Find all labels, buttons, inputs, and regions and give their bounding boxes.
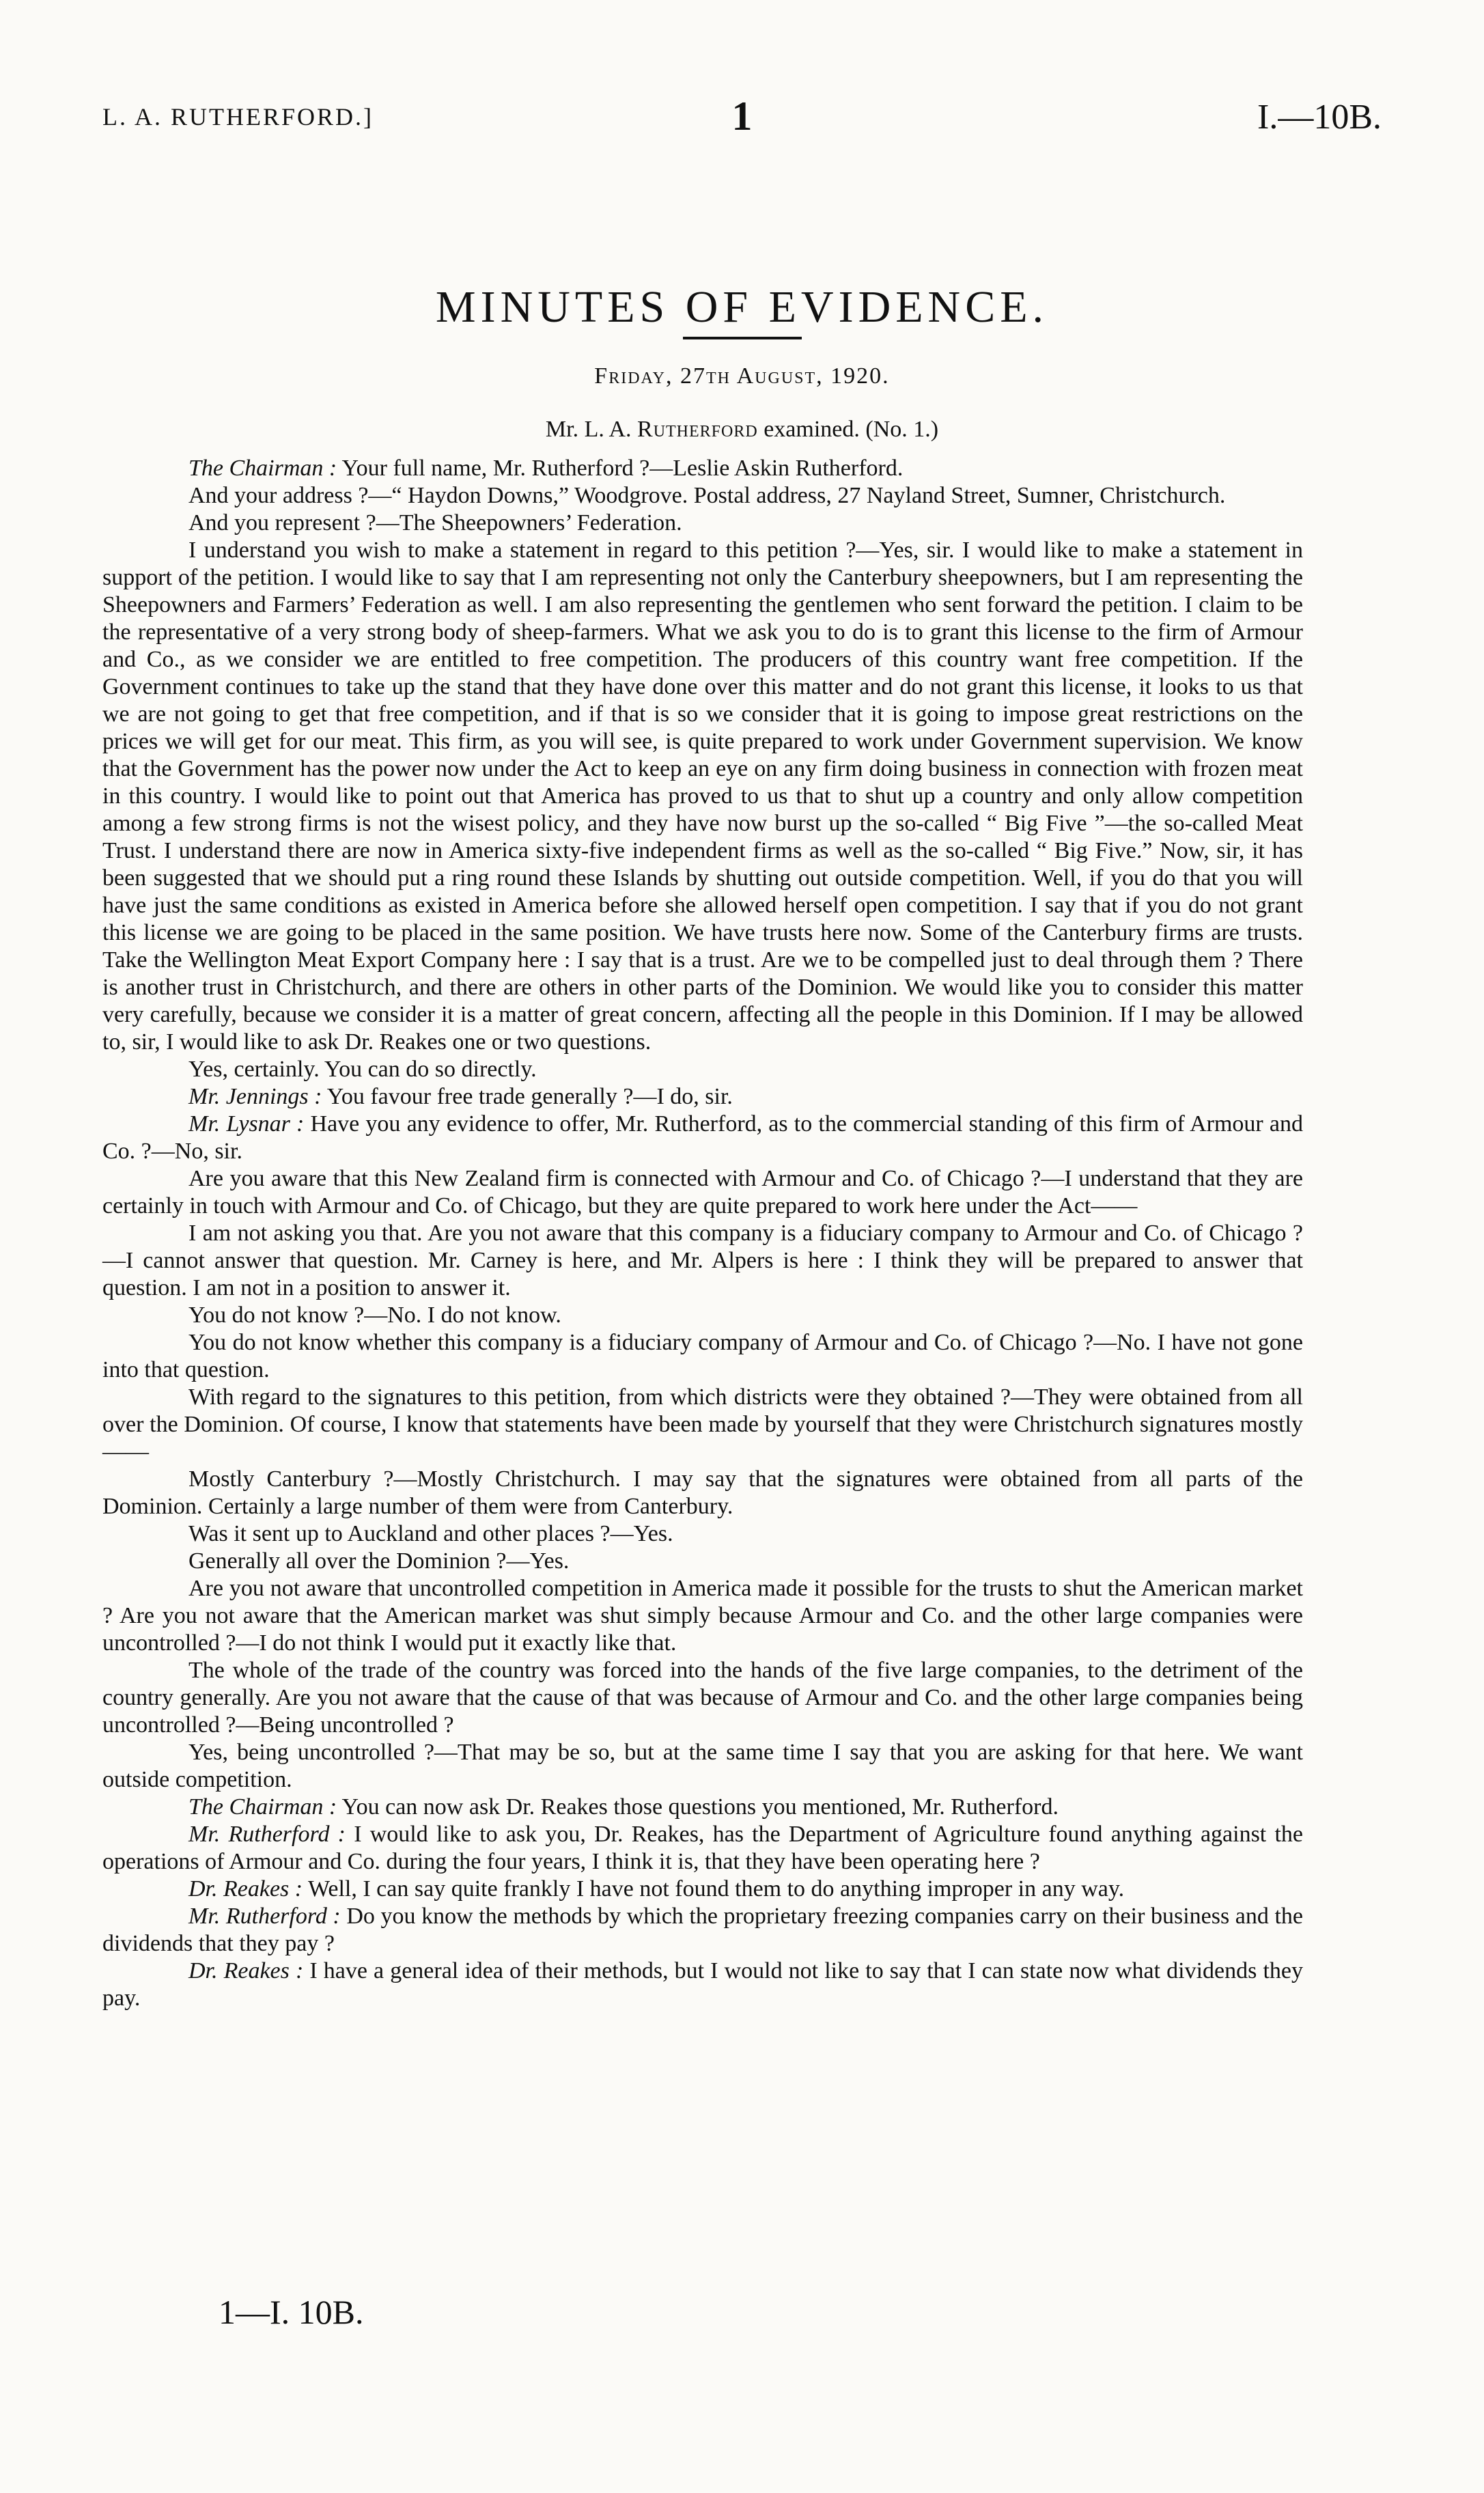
title-rule	[683, 337, 802, 339]
evidence-paragraph	[102, 482, 1303, 510]
paragraph-text: I would like to ask you, Dr. Reakes, has the Department of Agriculture found anything against the operations of Armour and Co. during the four years, I think it is, that they have been operating here ?	[102, 1822, 1303, 1874]
speaker-label: The Chairman :	[188, 456, 337, 481]
header-witness-name: L. A. RUTHERFORD.]	[102, 103, 374, 130]
paragraph-text: Are you not aware that uncontrolled competition in America made it possible for the trusts to shut the American market ? Are you not aware that the American market was shut simply because Armour and Co. and the other large companies were uncontrolled ?—I do not think I would put it exactly like that.	[102, 1576, 1303, 1656]
paragraph-text: And you represent ?—The Sheepowners’ Federation.	[188, 510, 682, 535]
speaker-label: Dr. Reakes :	[188, 1958, 304, 1983]
paragraph-text: Are you aware that this New Zealand firm is connected with Armour and Co. of Chicago ?—I understand that they are certainly in touch with Armour and Co. of Chicago, but they are quite prepared to work here under the Act——	[102, 1166, 1303, 1218]
paragraph-text: You do not know whether this company is a fiduciary company of Armour and Co. of Chicago ?—No. I have not gone into that question.	[102, 1330, 1303, 1382]
witness-name: Rutherford	[637, 417, 758, 442]
speaker-label: Mr. Jennings :	[188, 1084, 322, 1109]
evidence-paragraph	[102, 1548, 1303, 1575]
signature-mark: 1—I. 10B.	[219, 2293, 364, 2331]
paragraph-text: The whole of the trade of the country was forced into the hands of the five large companies, to the detriment of the country generally. Are you not aware that the cause of that was because of Armour and Co. and the other large companies being uncontrolled ?—Being uncontrolled ?	[102, 1658, 1303, 1738]
paragraph-text: Yes, being uncontrolled ?—That may be so, but at the same time I say that you are asking for that here. We want outside competition.	[102, 1740, 1303, 1792]
evidence-paragraph	[102, 1575, 1303, 1657]
speaker-label: The Chairman :	[188, 1794, 337, 1820]
paragraph-text: Well, I can say quite frankly I have not found them to do anything improper in any way.	[303, 1876, 1125, 1902]
paragraph-text: Was it sent up to Auckland and other places ?—Yes.	[188, 1521, 673, 1546]
paragraph-text: I am not asking you that. Are you not aware that this company is a fiduciary company to Armour and Co. of Chicago ?—I cannot answer that question. Mr. Carney is here, and Mr. Alpers is here : I think they will be prepared to answer that question. I am not in a position to answer it.	[102, 1221, 1303, 1300]
paragraph-text: And your address ?—“ Haydon Downs,” Woodgrove. Postal address, 27 Nayland Street, Sumner, Christchurch.	[188, 483, 1226, 508]
evidence-paragraph	[102, 1821, 1303, 1876]
witness-suffix: examined. (No. 1.)	[764, 417, 939, 442]
evidence-paragraph	[102, 510, 1303, 537]
evidence-paragraph	[102, 1165, 1303, 1220]
evidence-paragraph	[102, 1111, 1303, 1165]
speaker-label: Dr. Reakes :	[188, 1876, 303, 1902]
paper-reference: I.—10B.	[1257, 98, 1382, 137]
paragraph-text: Do you know the methods by which the proprietary freezing companies carry on their business and the dividends that they pay ?	[102, 1904, 1304, 1956]
evidence-paragraph	[102, 1876, 1303, 1903]
paragraph-text: Mostly Canterbury ?—Mostly Christchurch. I may say that the signatures were obtained from all parts of the Dominion. Certainly a large number of them were from Canterbury.	[102, 1466, 1303, 1519]
page-header	[102, 93, 1382, 141]
speaker-label: Mr. Lysnar :	[188, 1111, 305, 1137]
paragraph-text: I have a general idea of their methods, but I would not like to say that I can state now what dividends they pay.	[102, 1958, 1303, 2011]
hearing-date: Friday, 27th August, 1920.	[594, 363, 890, 389]
evidence-paragraph	[102, 1220, 1303, 1302]
evidence-paragraph	[102, 1903, 1303, 1958]
witness-heading	[0, 417, 1484, 443]
paragraph-text: You do not know ?—No. I do not know.	[188, 1303, 561, 1328]
evidence-paragraph	[102, 1794, 1303, 1821]
paragraph-text: Have you any evidence to offer, Mr. Rutherford, as to the commercial standing of this firm of Armour and Co. ?—No, sir.	[102, 1111, 1303, 1164]
paragraph-text: I understand you wish to make a statement in regard to this petition ?—Yes, sir. I would like to make a statement in support of the petition. I would like to say that I am representing not only the Canterbury sheepowners, but I am representing the Sheepowners and Farmers’ Federation as well. I am also representing the gentlemen who sent forward the petition. I claim to be the representative of a very strong body of sheep-farmers. What we ask you to do is to grant this license to the firm of Armour and Co., as we consider we are entitled to free competition. The producers of this country want free competition. If the Government continues to take up the stand that they have done over this matter and do not grant this license, it looks to us that we are not going to get that free competition, and if that is so we consider that it is going to impose great restrictions on the prices we will get for our meat. This firm, as you will see, is quite prepared to work under Government supervision. We know that the Government has the power now under the Act to keep an eye on any firm doing business in connection with frozen meat in this country. I would like to point out that America has proved to us that to shut up a country and only allow competition among a few strong firms is not the wisest policy, and they have now burst up the so-called “ Big Five ”—the so-called Meat Trust. I understand there are now in America sixty-five independent firms as well as the so-called “ Big Five.” Now, sir, it has been suggested that we should put a ring round these Islands by shutting out outside competition. Well, if you do that you will have just the same conditions as existed in America before she allowed herself open competition. I say that if you do not grant this license we are going to be placed in the same position. We have trusts here now. Some of the Canterbury firms are trusts. Take the Wellington Meat Export Company here : I say that is a trust. Are we to be compelled just to deal through them ? There is another trust in Christchurch, and there are others in other parts of the Dominion. We would like you to consider this matter very carefully, because we consider it is a matter of great concern, affecting all the people in this Dominion. If I may be allowed to, sir, I would like to ask Dr. Reakes one or two questions.	[102, 538, 1303, 1055]
evidence-paragraph	[102, 1329, 1303, 1384]
evidence-paragraph	[102, 1083, 1303, 1111]
speaker-label: Mr. Rutherford :	[188, 1822, 346, 1847]
evidence-paragraph	[102, 1657, 1303, 1739]
speaker-label: Mr. Rutherford :	[188, 1904, 341, 1929]
evidence-paragraph	[102, 1056, 1303, 1083]
paragraph-text: You can now ask Dr. Reakes those questions you mentioned, Mr. Rutherford.	[337, 1794, 1059, 1820]
evidence-body	[102, 455, 1303, 2012]
paragraph-text: With regard to the signatures to this petition, from which districts were they obtained ?—They were obtained from all over the Dominion. Of course, I know that statements have been made by yourself that they were Christchurch signatures mostly——	[102, 1384, 1303, 1464]
paragraph-text: Generally all over the Dominion ?—Yes.	[188, 1548, 570, 1574]
document-title: MINUTES OF EVIDENCE.	[435, 282, 1049, 332]
evidence-paragraph	[102, 1466, 1303, 1520]
paragraph-text: Yes, certainly. You can do so directly.	[188, 1057, 537, 1082]
witness-prefix: Mr. L. A.	[545, 417, 632, 442]
evidence-paragraph	[102, 1302, 1303, 1329]
paragraph-text: Your full name, Mr. Rutherford ?—Leslie Askin Rutherford.	[337, 456, 904, 481]
evidence-paragraph	[102, 1384, 1303, 1466]
evidence-paragraph	[102, 1520, 1303, 1548]
evidence-paragraph	[102, 1958, 1303, 2012]
page-number: 1	[731, 94, 753, 139]
evidence-paragraph	[102, 537, 1303, 1056]
evidence-paragraph	[102, 455, 1303, 482]
evidence-paragraph	[102, 1739, 1303, 1794]
paragraph-text: You favour free trade generally ?—I do, sir.	[322, 1084, 733, 1109]
